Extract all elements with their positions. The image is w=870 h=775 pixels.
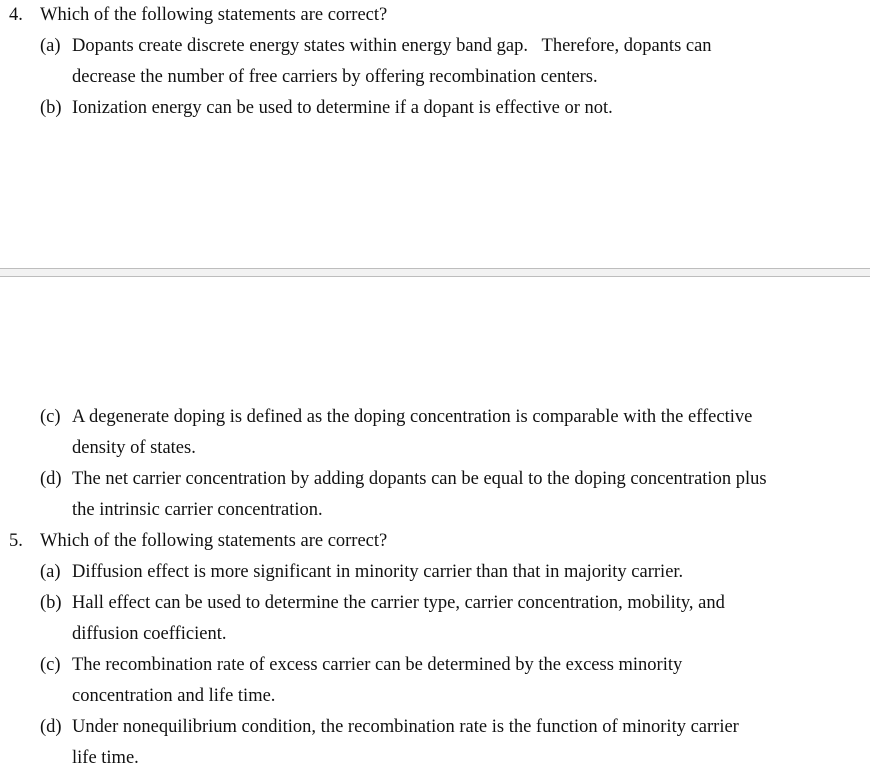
option-label: (c) [40,407,61,427]
option-label: (a) [40,36,61,56]
option-text: A degenerate doping is defined as the doping concentration is comparable with the effective [72,407,753,427]
option-label: (b) [40,593,62,613]
option-label: (b) [40,98,62,118]
option-label: (a) [40,562,61,582]
question-number: 4. [9,5,23,25]
question-text: Which of the following statements are correct? [40,5,388,25]
option-label: (d) [40,717,62,737]
option-text: decrease the number of free carriers by offering recombination centers. [72,67,598,87]
option-text: diffusion coefficient. [72,624,227,644]
question-text: Which of the following statements are correct? [40,531,388,551]
option-text: The net carrier concentration by adding dopants can be equal to the doping concentration plus [72,469,767,489]
option-text: Dopants create discrete energy states within energy band gap. Therefore, dopants can [72,36,712,56]
option-label: (c) [40,655,61,675]
option-text: The recombination rate of excess carrier can be determined by the excess minority [72,655,683,675]
option-text: Under nonequilibrium condition, the recombination rate is the function of minority carrier [72,717,739,737]
option-text: concentration and life time. [72,686,276,706]
option-text: Ionization energy can be used to determine if a dopant is effective or not. [72,98,613,118]
option-text: Hall effect can be used to determine the carrier type, carrier concentration, mobility, and [72,593,725,613]
option-text: life time. [72,748,139,768]
option-text: density of states. [72,438,196,458]
question-number: 5. [9,531,23,551]
option-text: the intrinsic carrier concentration. [72,500,323,520]
option-text: Diffusion effect is more significant in minority carrier than that in majority carrier. [72,562,684,582]
option-label: (d) [40,469,62,489]
page-break-divider [0,268,870,277]
